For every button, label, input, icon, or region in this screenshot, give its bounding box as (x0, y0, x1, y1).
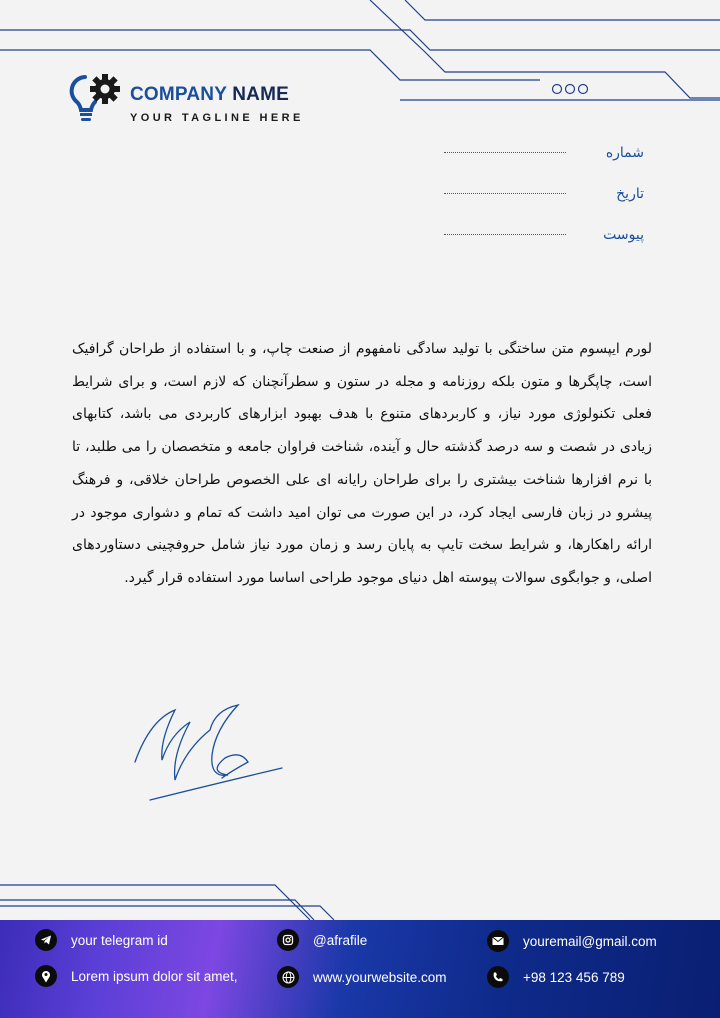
instagram-item[interactable] (277, 929, 367, 951)
telegram-item[interactable] (35, 929, 168, 951)
number-dotted-line (444, 152, 566, 153)
bottom-circuit-lines (0, 880, 720, 922)
telegram-text: your telegram id (71, 932, 168, 948)
email-text: youremail@gmail.com (523, 933, 657, 949)
email-icon (487, 930, 509, 952)
instagram-icon (277, 929, 299, 951)
company-name-second: NAME (232, 84, 289, 105)
location-pin-icon (35, 965, 57, 987)
footer-contact-bar (0, 920, 720, 1018)
date-label: تاریخ (616, 185, 644, 202)
website-text: www.yourwebsite.com (313, 969, 447, 985)
company-logo (68, 72, 318, 132)
address-text: Lorem ipsum dolor sit amet, (71, 968, 238, 984)
website-item[interactable] (277, 966, 447, 988)
attachment-field[interactable] (444, 214, 644, 255)
signature-image (130, 700, 290, 805)
email-item[interactable] (487, 930, 657, 952)
letter-fields (444, 132, 644, 255)
lightbulb-gear-icon (68, 72, 126, 124)
company-name-first: COMPANY (130, 84, 227, 105)
globe-icon (277, 966, 299, 988)
phone-icon (487, 966, 509, 988)
telegram-icon (35, 929, 57, 951)
letter-body: لورم ایپسوم متن ساختگی با تولید سادگی نامفهوم از صنعت چاپ، و با استفاده از طراحان گرافیک است، چاپگرها و متون بلکه روزنامه و مجله در ستون و سطرآنچنان که لازم است، و برای شرایط فعلی تکنولوژی مورد نیاز، و کاربردهای متنوع با هدف بهبود ابزارهای کاربردی می باشد، کتابهای زیادی در شصت و سه درصد گذشته حال و آینده، شناخت فراوان جامعه و متخصصان را می طلبد، تا با نرم افزارها شناخت بیشتری را برای طراحان رایانه ای علی الخصوص طراحان خلاقی، و فرهنگ پیشرو در زبان فارسی ایجاد کرد، در این صورت می توان امید داشت که تمام و دشواری موجود در ارائه راهکارها، و شرایط سخت تایپ به پایان رسد و زمان مورد نیاز شامل حروفچینی دستاوردهای اصلی، و جوابگوی سوالات پیوسته اهل دنیای موجود طراحی اساسا مورد استفاده قرار گیرد. (72, 341, 652, 586)
attachment-label: پیوست (603, 226, 644, 243)
phone-text: +98 123 456 789 (523, 969, 625, 985)
number-field[interactable] (444, 132, 644, 173)
date-field[interactable] (444, 173, 644, 214)
number-label: شماره (605, 144, 644, 161)
address-item[interactable] (35, 965, 238, 987)
instagram-text: @afrafile (313, 932, 368, 948)
date-dotted-line (444, 193, 566, 194)
company-name (130, 84, 289, 106)
attachment-dotted-line (444, 234, 566, 235)
tagline: YOUR TAGLINE HERE (130, 112, 304, 124)
phone-item[interactable] (487, 966, 625, 988)
